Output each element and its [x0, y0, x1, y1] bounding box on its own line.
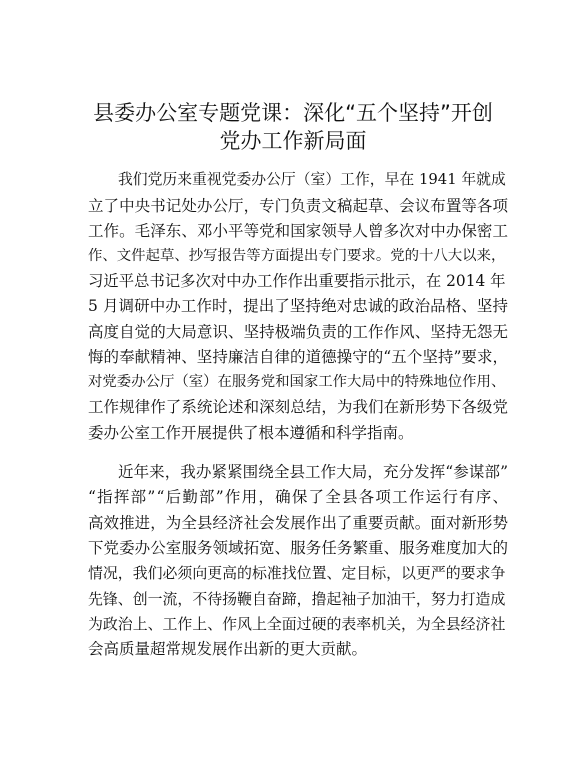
paragraph-1-line-11: 委办公室工作开展提供了根本遵循和科学指南。 [88, 424, 414, 442]
paragraph-2-line-4: 下党委办公室服务领域拓宽、服务任务繁重、服务难度加大的 [88, 539, 509, 557]
paragraph-2-line-6: 先锋、创一流，不待扬鞭自奋蹄，撸起袖子加油干，努力打造成 [88, 590, 506, 608]
paragraph-1-line-8: 悔的奉献精神、坚持廉洁自律的道德操守的“五个坚持”要求， [88, 348, 509, 366]
document-title-line-1: 县委办公室专题党课：深化“五个坚持”开创 [93, 101, 493, 125]
paragraph-2-line-2: “指挥部”“后勤部”作用，确保了全县各项工作运行有序、 [88, 488, 510, 506]
paragraph-2-line-5: 情况，我们必须向更高的标准找位置、定目标，以更严的要求争 [88, 564, 506, 582]
paragraph-1-line-3: 工作。毛泽东、邓小平等党和国家领导人曾多次对中办保密工 [88, 222, 509, 240]
paragraph-2-line-1: 近年来，我办紧紧围绕全县工作大局，充分发挥“参谋部” [118, 463, 509, 481]
paragraph-1-line-4: 作、文件起草、抄写报告等方面提出专门要求。党的十八大以来， [88, 248, 506, 264]
paragraph-2-line-8: 会高质量超常规发展作出新的更大贡献。 [88, 640, 368, 658]
paragraph-1-line-6: 5 月调研中办工作时，提出了坚持绝对忠诚的政治品格、坚持 [88, 297, 509, 315]
document-title-line-2: 党办工作新局面 [219, 129, 367, 153]
paragraph-1-line-10: 工作规律作了系统论述和深刻总结，为我们在新形势下各级党 [88, 398, 509, 416]
paragraph-2-line-3: 高效推进，为全县经济社会发展作出了重要贡献。面对新形势 [88, 514, 509, 532]
paragraph-2-line-7: 为政治上、工作上、作风上全面过硬的表率机关，为全县经济社 [88, 615, 506, 633]
paragraph-1-line-2: 立了中央书记处办公厅，专门负责文稿起草、会议布置等各项 [88, 197, 509, 215]
paragraph-1-line-1: 我们党历来重视党委办公厅（室）工作，早在 1941 年就成 [118, 171, 506, 188]
paragraph-1-line-7: 高度自觉的大局意识、坚持极端负责的工作作风、坚持无怨无 [88, 323, 509, 341]
paragraph-1-line-9: 对党委办公厅（室）在服务党和国家工作大局中的特殊地位作用、 [88, 374, 506, 390]
paragraph-1-line-5: 习近平总书记多次对中办工作作出重要指示批示，在 2014 年 [88, 272, 506, 290]
